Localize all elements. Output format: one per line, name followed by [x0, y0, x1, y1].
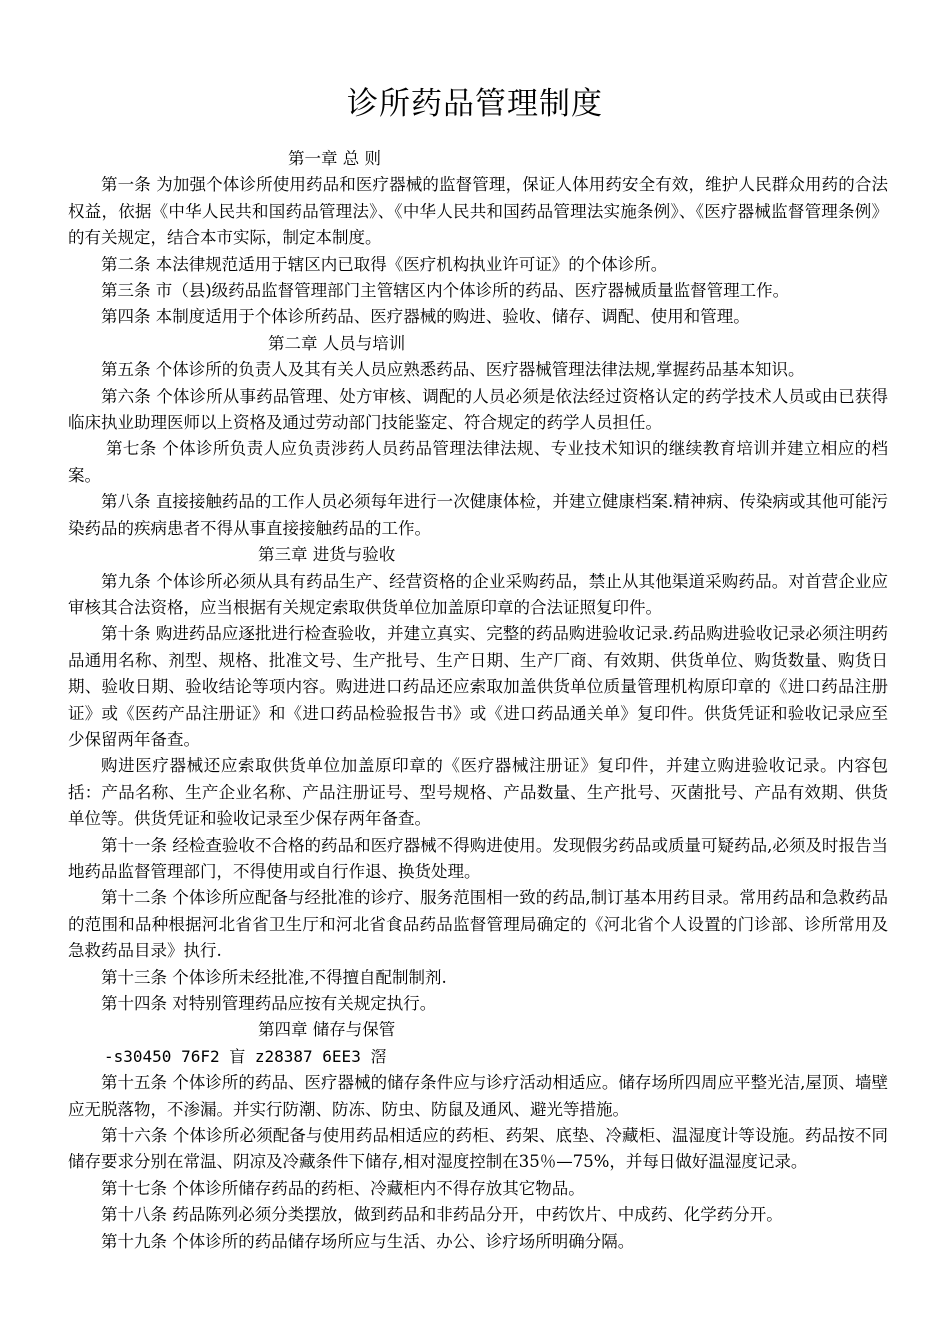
article-11: 第十一条 经检查验收不合格的药品和医疗器械不得购进使用。发现假劣药品或质量可疑药品,必须及时报告当地药品监督管理部门，不得使用或自行作退、换货处理。: [68, 835, 888, 881]
article-19: 第十九条 个体诊所的药品储存场所应与生活、办公、诊疗场所明确分隔。: [101, 1231, 635, 1251]
article-12: 第十二条 个体诊所应配备与经批准的诊疗、服务范围相一致的药品,制订基本用药目录。常用药品和急救药品的范围和品种根据河北省省卫生厅和河北省食品药品监督管理局确定的《河北省个人设置的门诊部、诊所常用及急救药品目录》执行.: [68, 888, 888, 961]
article-8: 第八条 直接接触药品的工作人员必须每年进行一次健康体检，并建立健康档案.精神病、传染病或其他可能污染药品的疾病患者不得从事直接接触药品的工作。: [68, 492, 888, 538]
article-10: 第十条 购进药品应逐批进行检查验收，并建立真实、完整的药品购进验收记录.药品购进验收记录必须注明药品通用名称、剂型、规格、批准文号、生产批号、生产日期、生产厂商、有效期、供货单位、购货数量、购货日期、验收日期、验收结论等项内容。购进进口药品还应索取加盖供货单位质量管理机构原印章的《进口药品注册证》或《医药产品注册证》和《进口药品检验报告书》或《进口药品通关单》复印件。供货凭证和验收记录应至少保留两年备查。: [68, 624, 888, 749]
document-title: 诊所药品管理制度: [347, 86, 603, 122]
article-2: 第二条 本法律规范适用于辖区内已取得《医疗机构执业许可证》的个体诊所。: [101, 254, 668, 274]
article-10-devices: 购进医疗器械还应索取供货单位加盖原印章的《医疗器械注册证》复印件，并建立购进验收记录。内容包括：产品名称、生产企业名称、产品注册证号、型号规格、产品数量、生产批号、灭菌批号、产品有效期、供货单位等。供货凭证和验收记录至少保存两年备查。: [68, 756, 888, 829]
encoding-artifact-line: -s30450 76F2 盲 z28387 6EE3 滘: [104, 1046, 387, 1066]
article-5: 第五条 个体诊所的负责人及其有关人员应熟悉药品、医疗器械管理法律法规,掌握药品基本知识。: [101, 360, 805, 380]
article-3: 第三条 市（县)级药品监督管理部门主管辖区内个体诊所的药品、医疗器械质量监督管理工作。: [101, 281, 790, 301]
article-14: 第十四条 对特别管理药品应按有关规定执行。: [101, 994, 437, 1013]
article-15: 第十五条 个体诊所的药品、医疗器械的储存条件应与诊疗活动相适应。储存场所四周应平整光洁,屋顶、墙壁应无脱落物，不渗漏。并实行防潮、防冻、防虫、防鼠及通风、避光等措施。: [68, 1073, 888, 1119]
chapter-heading-3: 第三章 进货与验收: [258, 545, 396, 565]
chapter-heading-4: 第四章 储存与保管: [258, 1020, 396, 1040]
article-4: 第四条 本制度适用于个体诊所药品、医疗器械的购进、验收、储存、调配、使用和管理。: [101, 307, 750, 327]
article-17: 第十七条 个体诊所储存药品的药柜、冷藏柜内不得存放其它物品。: [101, 1178, 585, 1198]
article-7: 第七条 个体诊所负责人应负责涉药人员药品管理法律法规、专业技术知识的继续教育培训并建立相应的档案。: [68, 439, 888, 485]
document-body: [68, 146, 888, 1255]
article-9: 第九条 个体诊所必须从具有药品生产、经营资格的企业采购药品，禁止从其他渠道采购药品。对首营企业应审核其合法资格，应当根据有关规定索取供货单位加盖原印章的合法证照复印件。: [68, 571, 888, 617]
article-6: 第六条 个体诊所从事药品管理、处方审核、调配的人员必须是依法经过资格认定的药学技术人员或由已获得临床执业助理医师以上资格及通过劳动部门技能鉴定、符合规定的药学人员担任。: [68, 386, 888, 433]
article-16: 第十六条 个体诊所必须配备与使用药品相适应的药柜、药架、底垫、冷藏柜、温湿度计等设施。药品按不同储存要求分别在常温、阴凉及冷藏条件下储存,相对湿度控制在35％—75%，并每日做好温湿度记录。: [68, 1126, 888, 1172]
article-18: 第十八条 药品陈列必须分类摆放，做到药品和非药品分开，中药饮片、中成药、化学药分开。: [101, 1205, 783, 1225]
chapter-heading-1: 第一章 总 则: [288, 149, 381, 168]
article-1: 第一条 为加强个体诊所使用药品和医疗器械的监督管理，保证人体用药安全有效，维护人民群众用药的合法权益，依据《中华人民共和国药品管理法》、《中华人民共和国药品管理法实施条例》、《医疗器械监督管理条例》的有关规定，结合本市实际，制定本制度。: [68, 175, 888, 248]
article-13: 第十三条 个体诊所未经批准,不得擅自配制制剂.: [101, 967, 447, 987]
chapter-heading-2: 第二章 人员与培训: [268, 333, 406, 353]
